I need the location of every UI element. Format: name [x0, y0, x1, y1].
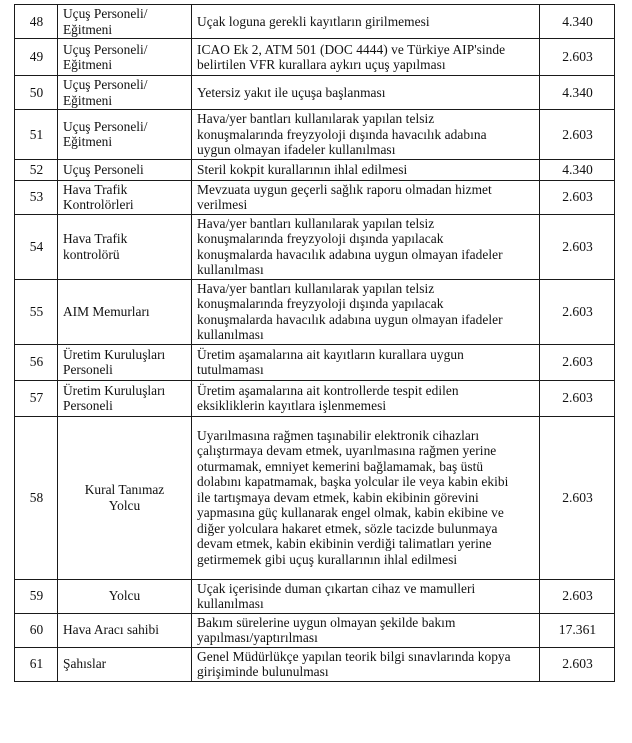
violation-description-cell: Bakım sürelerine uygun olmayan şekilde bakım yapılması/yaptırılması	[192, 613, 540, 647]
table-row	[15, 39, 615, 76]
actor-cell: Hava Aracı sahibi	[58, 613, 192, 647]
table-row	[15, 159, 615, 180]
violation-description-cell: Üretim aşamalarına ait kontrollerde tespit edilen eksikliklerin kayıtlara işlenmemesi	[192, 380, 540, 416]
actor-cell: Uçuş Personeli/ Eğitmeni	[58, 76, 192, 110]
row-number-cell: 54	[15, 214, 58, 279]
row-number-cell: 53	[15, 180, 58, 214]
fine-amount-cell: 4.340	[540, 159, 615, 180]
fine-amount-cell: 2.603	[540, 344, 615, 380]
table-row	[15, 279, 615, 344]
violation-description-cell: Uyarılmasına rağmen taşınabilir elektronik cihazları çalıştırmaya devam etmek, uyarılmasına rağmen yerine oturmamak, emniyet kemerini bağlamamak, baş üstü dolabını kapatmamak, başka yolcular ile veya kabin ekibi ile tartışmaya devam etmek, kabin ekibinin görevini yapmasına güç kullanarak engel olmak, kabin ekibine ve diğer yolculara hakaret etmek, sözle tacizde bulunmaya devam etmek, kabin ekibinin verdiği talimatları yerine getirmemek gibi uçuş kurallarının ihlal edilmesi	[192, 416, 540, 579]
fine-amount-cell: 4.340	[540, 76, 615, 110]
actor-cell: Hava Trafik kontrolörü	[58, 214, 192, 279]
violation-description-cell: Üretim aşamalarına ait kayıtların kurallara uygun tutulmaması	[192, 344, 540, 380]
table-row	[15, 416, 615, 579]
fine-amount-cell: 2.603	[540, 579, 615, 613]
fine-amount-cell: 2.603	[540, 416, 615, 579]
violation-description-cell: Mevzuata uygun geçerli sağlık raporu olmadan hizmet verilmesi	[192, 180, 540, 214]
row-number-cell: 59	[15, 579, 58, 613]
row-number-cell: 60	[15, 613, 58, 647]
row-number-cell: 51	[15, 110, 58, 160]
violation-description-cell: Yetersiz yakıt ile uçuşa başlanması	[192, 76, 540, 110]
fine-amount-cell: 4.340	[540, 5, 615, 39]
row-number-cell: 52	[15, 159, 58, 180]
row-number-cell: 61	[15, 647, 58, 681]
fine-amount-cell: 2.603	[540, 214, 615, 279]
fine-amount-cell: 2.603	[540, 110, 615, 160]
table-row	[15, 647, 615, 681]
fine-amount-cell: 2.603	[540, 647, 615, 681]
violation-description-cell: Steril kokpit kurallarının ihlal edilmesi	[192, 159, 540, 180]
actor-cell: Yolcu	[58, 579, 192, 613]
violation-description-cell: Uçak loguna gerekli kayıtların girilmemesi	[192, 5, 540, 39]
row-number-cell: 49	[15, 39, 58, 76]
actor-cell: Üretim Kuruluşları Personeli	[58, 380, 192, 416]
violation-description-cell: Uçak içerisinde duman çıkartan cihaz ve mamulleri kullanılması	[192, 579, 540, 613]
actor-cell: Kural Tanımaz Yolcu	[58, 416, 192, 579]
table-row	[15, 110, 615, 160]
actor-cell: Hava Trafik Kontrolörleri	[58, 180, 192, 214]
table-row	[15, 180, 615, 214]
fine-amount-cell: 2.603	[540, 39, 615, 76]
table-row	[15, 5, 615, 39]
violation-description-cell: ICAO Ek 2, ATM 501 (DOC 4444) ve Türkiye AIP'sinde belirtilen VFR kurallara aykırı uçuş yapılması	[192, 39, 540, 76]
table-body	[15, 5, 615, 682]
row-number-cell: 58	[15, 416, 58, 579]
actor-cell: Uçuş Personeli/ Eğitmeni	[58, 39, 192, 76]
penalty-table	[14, 4, 615, 682]
actor-cell: Şahıslar	[58, 647, 192, 681]
fine-amount-cell: 2.603	[540, 180, 615, 214]
violation-description-cell: Hava/yer bantları kullanılarak yapılan telsiz konuşmalarında freyzyoloji dışında yapılacak konuşmalarda havacılık adabına uygun olmayan ifadeler kullanılması	[192, 214, 540, 279]
violation-description-cell: Hava/yer bantları kullanılarak yapılan telsiz konuşmalarında freyzyoloji dışında yapılacak konuşmalarda havacılık adabına uygun olmayan ifadeler kullanılması	[192, 279, 540, 344]
table-row	[15, 76, 615, 110]
actor-cell: Uçuş Personeli/ Eğitmeni	[58, 5, 192, 39]
actor-cell: AIM Memurları	[58, 279, 192, 344]
table-row	[15, 344, 615, 380]
violation-description-cell: Hava/yer bantları kullanılarak yapılan telsiz konuşmalarında freyzyoloji dışında havacılık adabına uygun olmayan ifadeler kullanılması	[192, 110, 540, 160]
row-number-cell: 48	[15, 5, 58, 39]
table-row	[15, 613, 615, 647]
row-number-cell: 56	[15, 344, 58, 380]
actor-cell: Üretim Kuruluşları Personeli	[58, 344, 192, 380]
actor-cell: Uçuş Personeli	[58, 159, 192, 180]
fine-amount-cell: 17.361	[540, 613, 615, 647]
fine-amount-cell: 2.603	[540, 279, 615, 344]
table-row	[15, 579, 615, 613]
actor-cell: Uçuş Personeli/ Eğitmeni	[58, 110, 192, 160]
violation-description-cell: Genel Müdürlükçe yapılan teorik bilgi sınavlarında kopya girişiminde bulunulması	[192, 647, 540, 681]
row-number-cell: 57	[15, 380, 58, 416]
table-row	[15, 214, 615, 279]
table-row	[15, 380, 615, 416]
row-number-cell: 50	[15, 76, 58, 110]
fine-amount-cell: 2.603	[540, 380, 615, 416]
row-number-cell: 55	[15, 279, 58, 344]
